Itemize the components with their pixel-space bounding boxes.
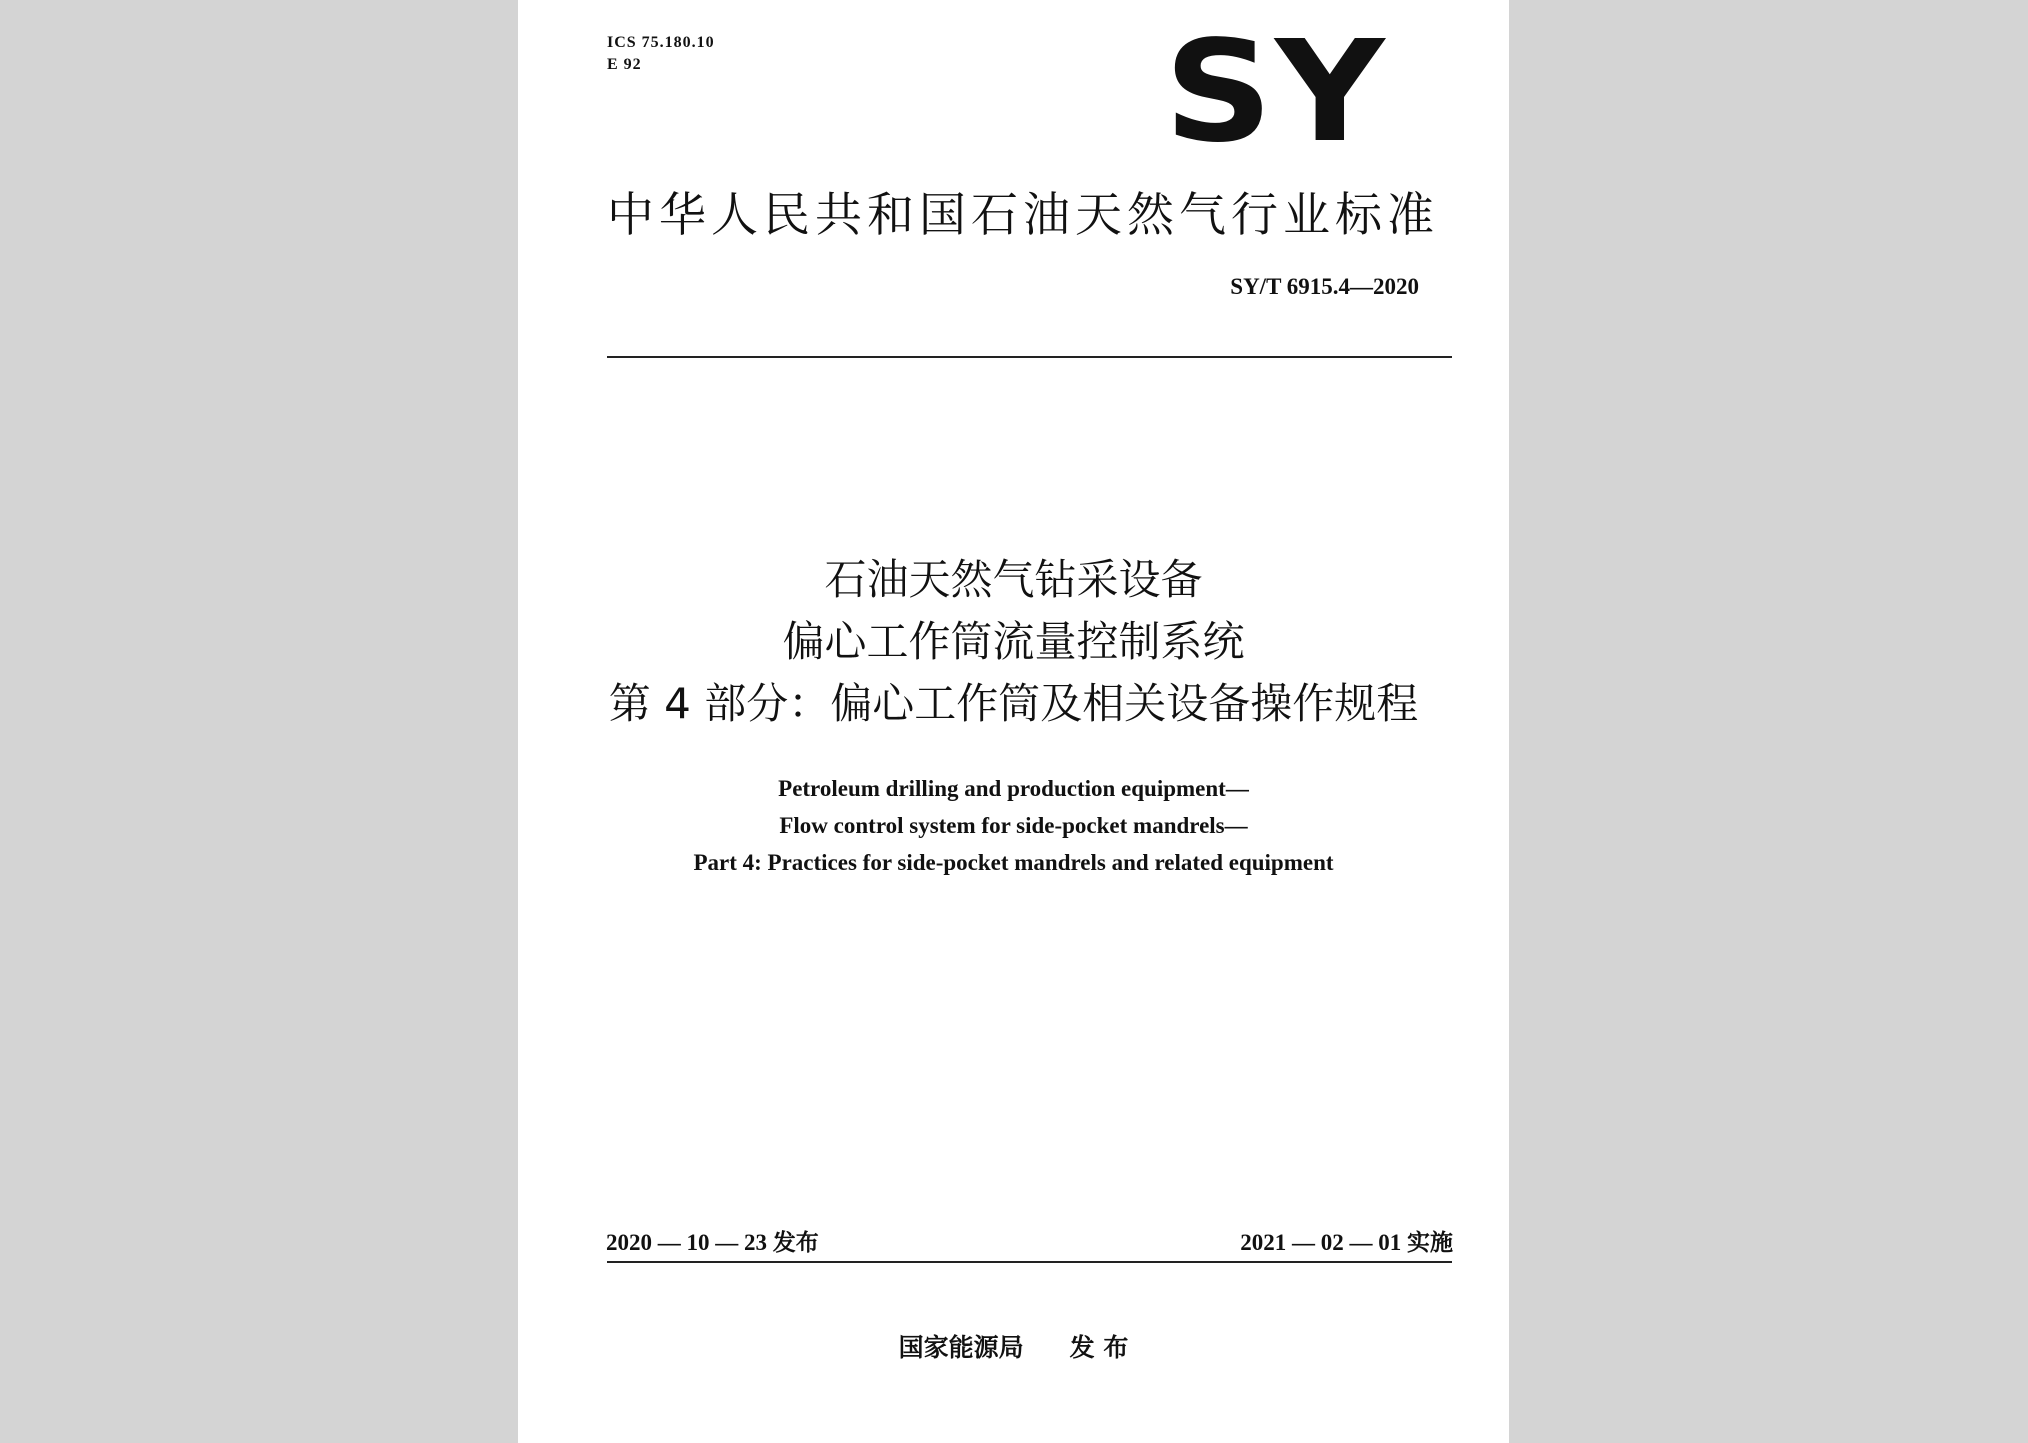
title-en-line-3: Part 4: Practices for side-pocket mandrels and related equipment xyxy=(693,850,1334,875)
title-cn-line-3: 第 4 部分：偏心工作筒及相关设备操作规程 xyxy=(608,679,1419,728)
ccs-number: E 92 xyxy=(607,56,642,73)
title-cn-line-2: 偏心工作筒流量控制系统 xyxy=(782,617,1245,666)
ics-number: ICS 75.180.10 xyxy=(607,34,715,51)
issue-date: 2020 — 10 — 23 发布 xyxy=(606,1230,819,1255)
sy-logo: SY xyxy=(1164,11,1387,174)
standard-code: SY/T 6915.4—2020 xyxy=(1230,274,1419,299)
footer-rule xyxy=(607,1261,1452,1263)
title-en-line-1: Petroleum drilling and production equipment— xyxy=(778,776,1249,801)
issuer-action: 发 布 xyxy=(1069,1333,1129,1362)
document-page xyxy=(518,0,1509,1443)
issuer-line xyxy=(518,1328,1509,1364)
title-en-line-2: Flow control system for side-pocket mandrels— xyxy=(779,813,1248,838)
implementation-date: 2021 — 02 — 01 实施 xyxy=(1240,1230,1453,1255)
title-cn-line-1: 石油天然气钻采设备 xyxy=(824,555,1203,604)
issuer-name: 国家能源局 xyxy=(898,1333,1024,1362)
standard-type-title: 中华人民共和国石油天然气行业标准 xyxy=(607,188,1439,243)
header-rule xyxy=(607,356,1452,358)
